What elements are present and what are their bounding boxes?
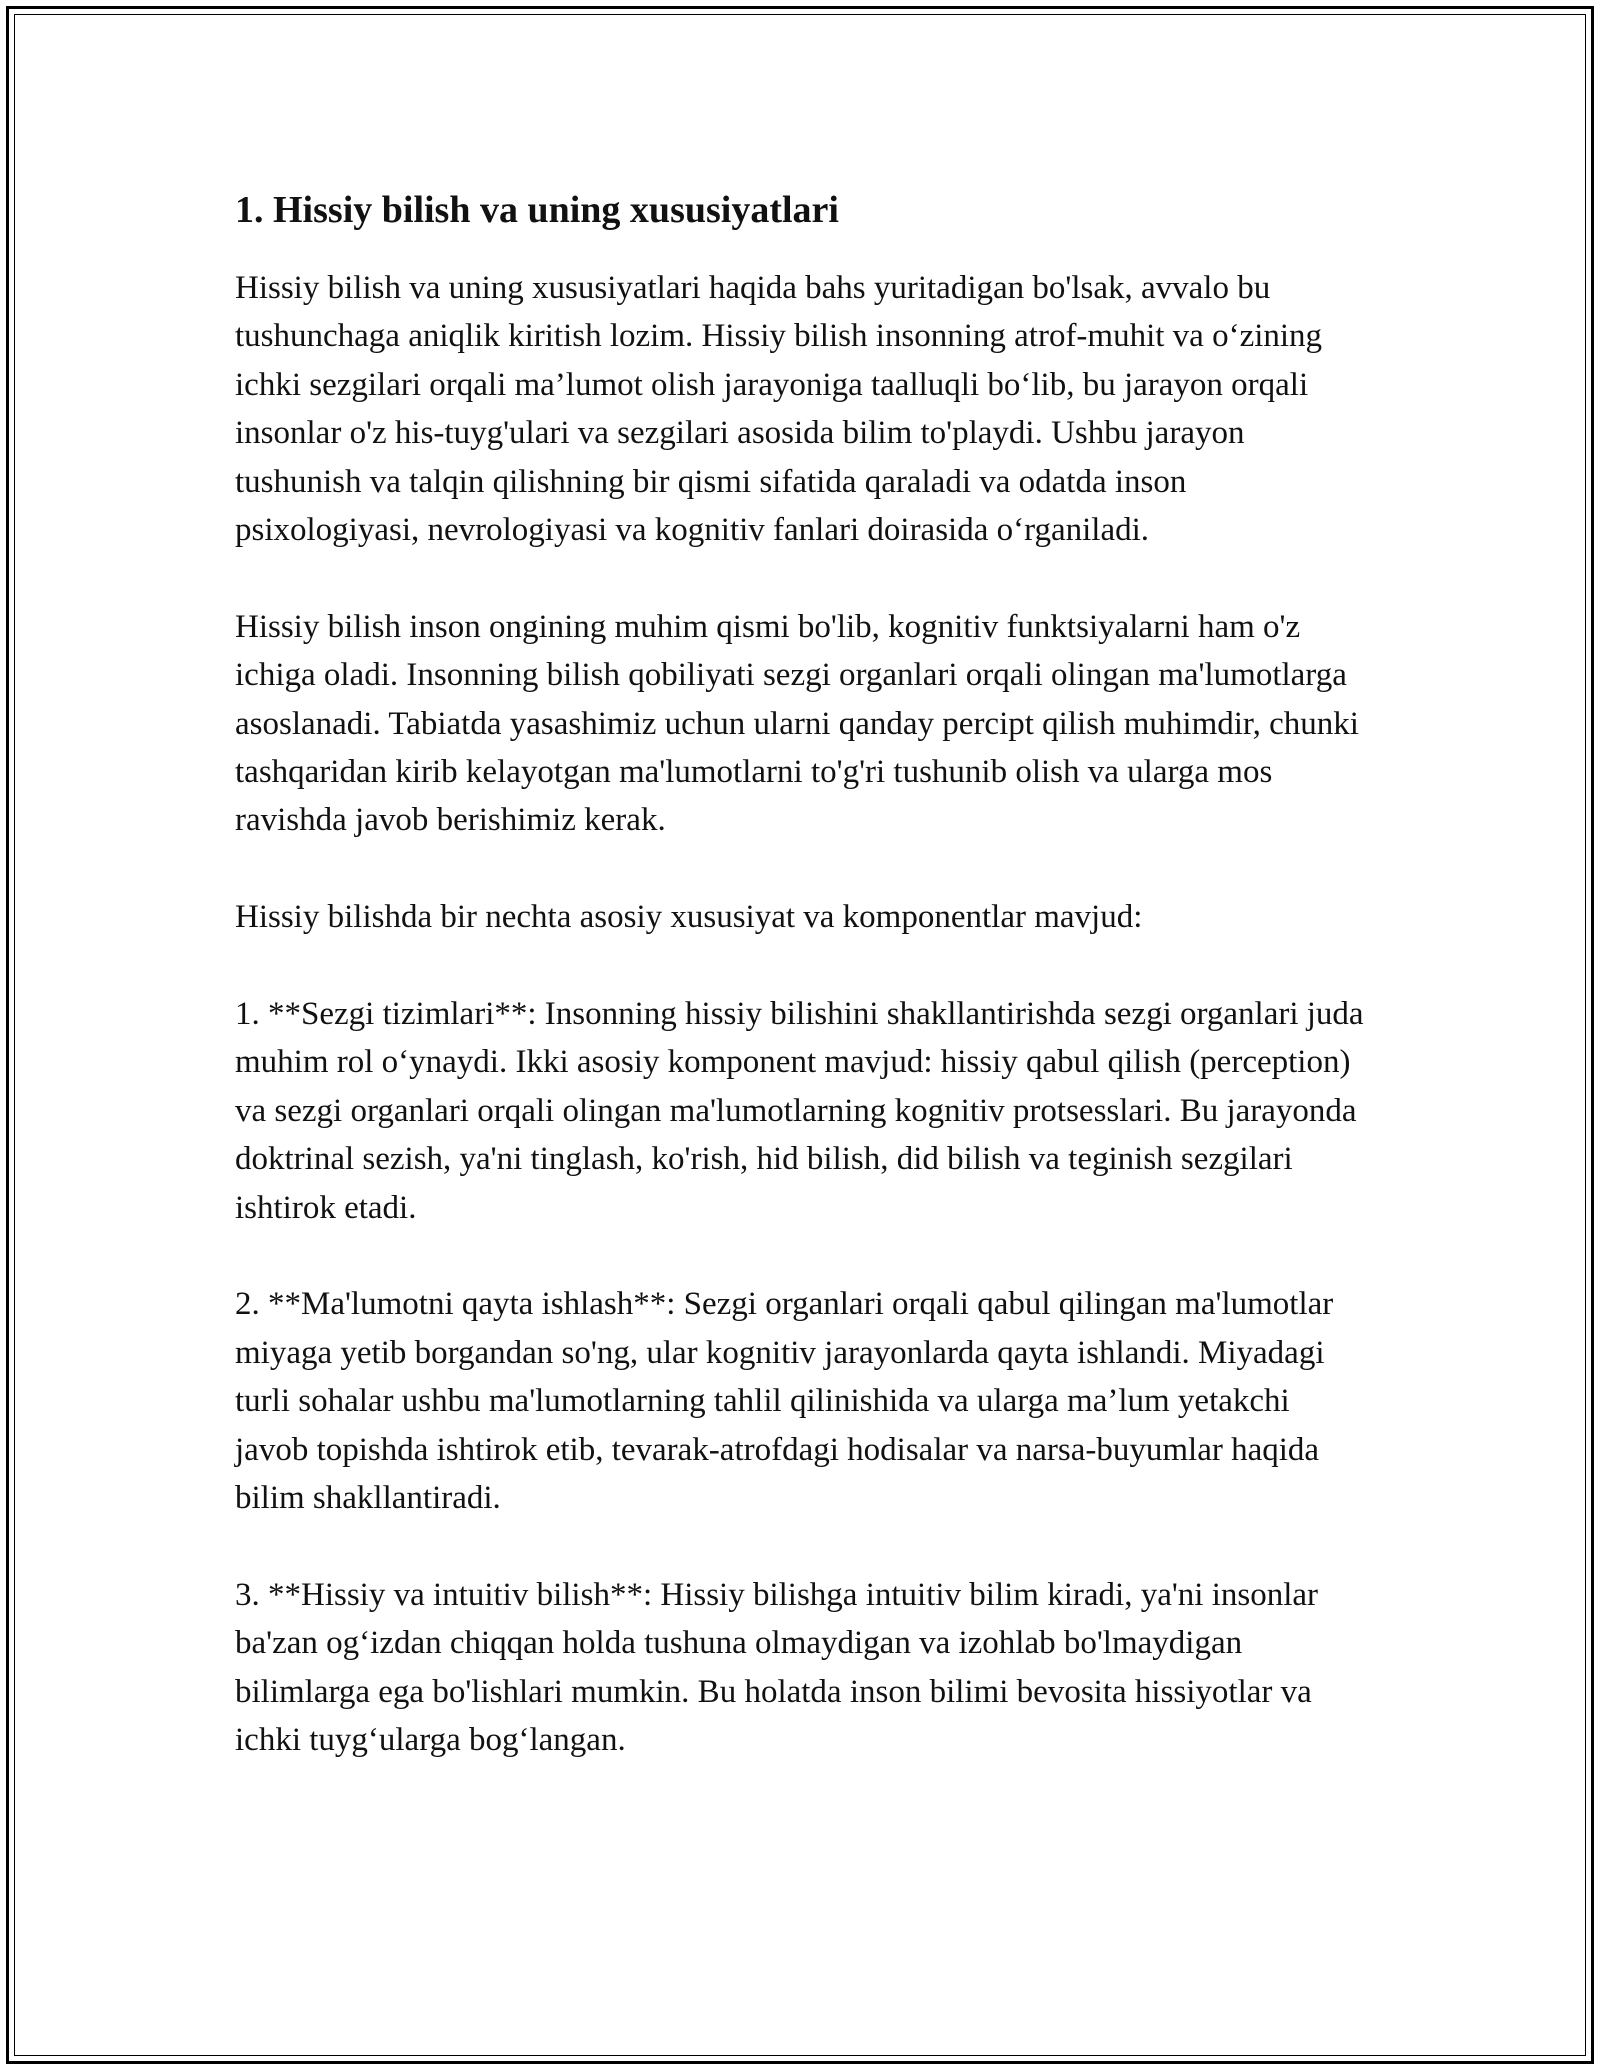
paragraph-intro: Hissiy bilish va uning xususiyatlari haqida bahs yuritadigan bo'lsak, avvalo bu tushunchaga aniqlik kiritish lozim. Hissiy bilish insonning atrof-muhit va o‘zining ichki sezgilari orqali ma’lumot olish jarayoniga taalluqli bo‘lib, bu jarayon orqali insonlar o'z his-tuyg'ulari va sezgilari asosida bilim to'playdi. Ushbu jarayon tushunish va talqin qilishning bir qismi sifatida qaraladi va odatda inson psixologiyasi, nevrologiyasi va kognitiv fanlari doirasida o‘rganiladi. [235,270,1323,549]
paragraph-cognition: Hissiy bilish inson ongining muhim qismi bo'lib, kognitiv funktsiyalarni ham o'z ichiga oladi. Insonning bilish qobiliyati sezgi organlari orqali olingan ma'lumotlarga asoslanadi. Tabiatda yasashimiz uchun ularni qanday percipt qilish muhimdir, chunki tashqaridan kirib kelayotgan ma'lumotlarni to'g'ri tushunib olish va ularga mos ravishda javob berishimiz kerak. [235,608,1359,839]
paragraph-components-intro: Hissiy bilishda bir nechta asosiy xususiyat va komponentlar mavjud: [235,899,1143,936]
list-item-intuitive-cognition: 3. **Hissiy va intuitiv bilish**: Hissiy bilishga intuitiv bilim kiradi, ya'ni insonlar ba'zan og‘izdan chiqqan holda tushuna olmaydigan va izohlab bo'lmaydigan bilimlarga ega bo'lishlari mumkin. Bu holatda inson bilimi bevosita hissiyotlar va ichki tuyg‘ularga bog‘langan. [235,1576,1319,1759]
document-body [235,186,1365,1813]
list-item-information-processing: 2. **Ma'lumotni qayta ishlash**: Sezgi organlari orqali qabul qilingan ma'lumotlar miyaga yetib borgandan so'ng, ular kognitiv jarayonlarda qayta ishlandi. Miyadagi turli sohalar ushbu ma'lumotlarning tahlil qilinishida va ularga ma’lum yetakchi javob topishda ishtirok etib, tevarak-atrofdagi hodisalar va narsa-buyumlar haqida bilim shakllantiradi. [235,1286,1334,1517]
list-item-sensory-systems: 1. **Sezgi tizimlari**: Insonning hissiy bilishini shakllantirishda sezgi organlari juda muhim rol o‘ynaydi. Ikki asosiy komponent mavjud: hissiy qabul qilish (perception) va sezgi organlari orqali olingan ma'lumotlarning kognitiv protsesslari. Bu jarayonda doktrinal sezish, ya'ni tinglash, ko'rish, hid bilish, did bilish va teginish sezgilari ishtirok etadi. [235,996,1364,1226]
section-heading: 1. Hissiy bilish va uning xususiyatlari [235,189,839,231]
